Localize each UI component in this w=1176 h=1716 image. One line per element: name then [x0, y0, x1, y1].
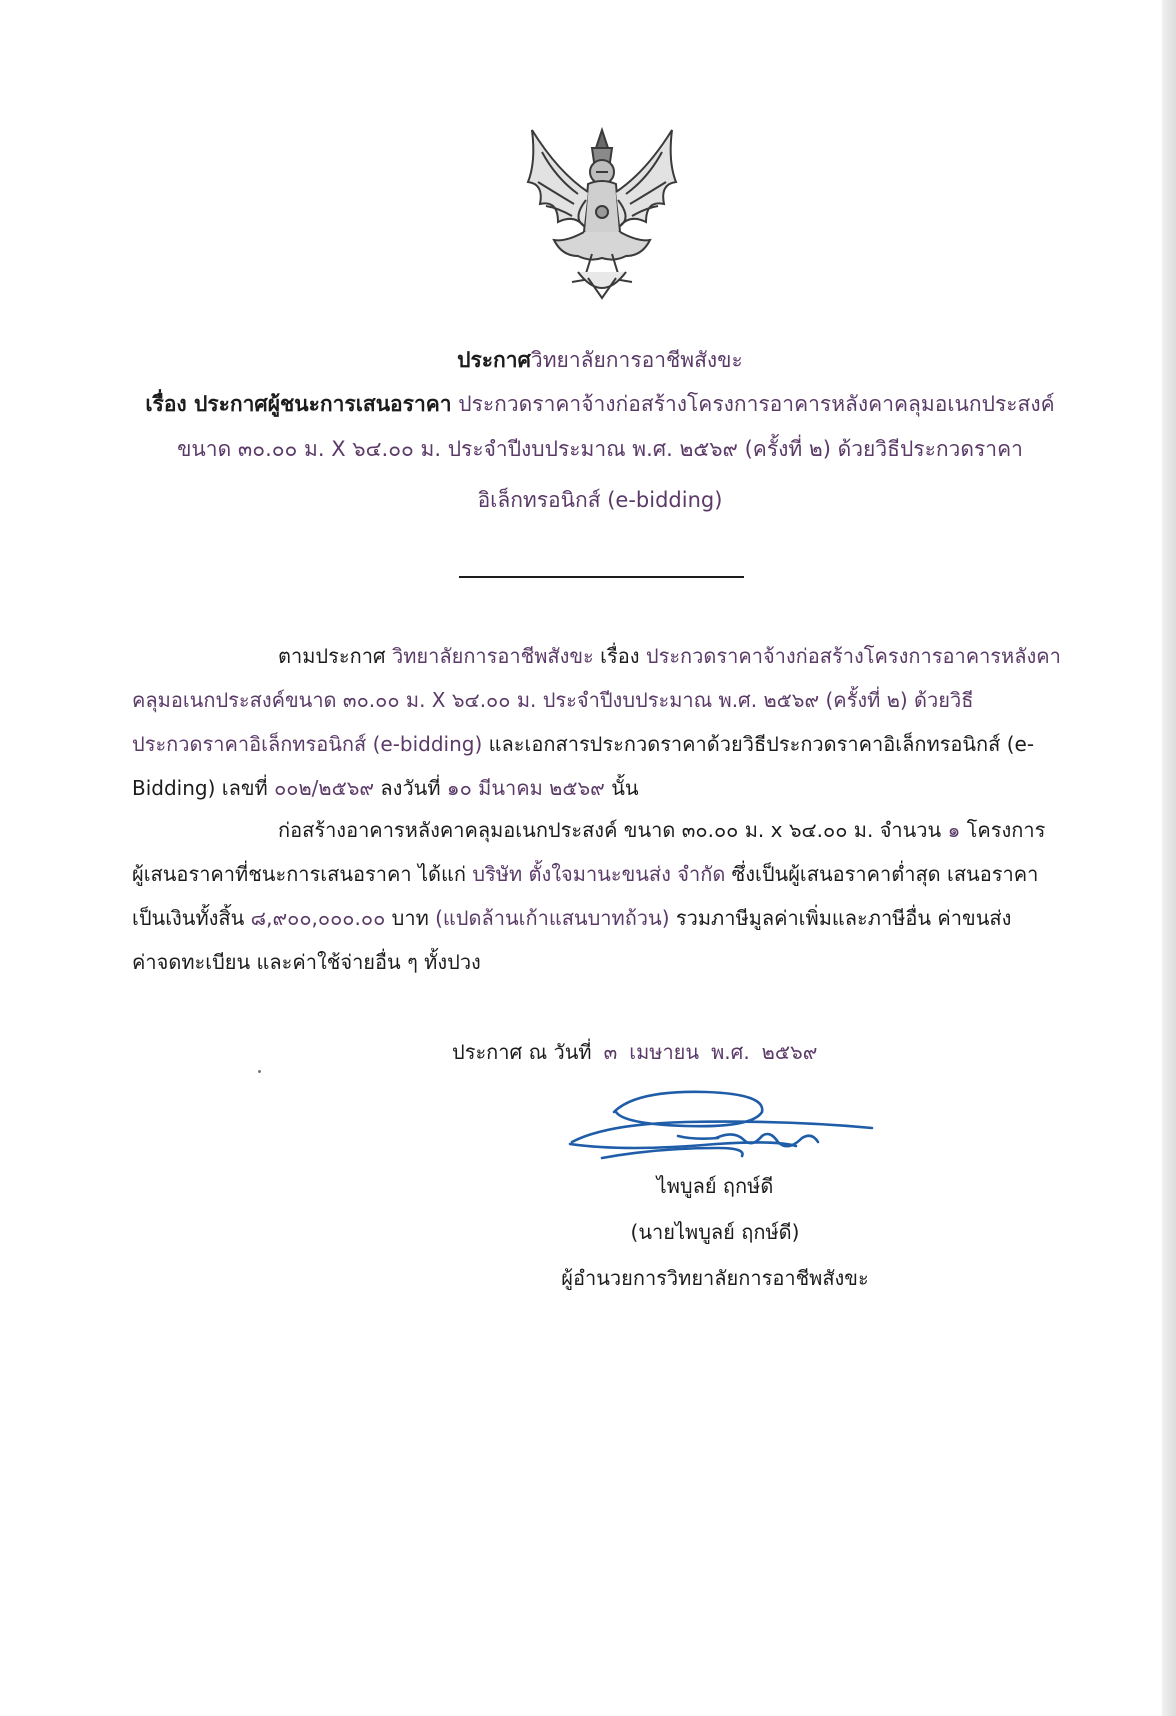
signatory-name: ไพบูลย์ ฤกษ์ดี: [656, 1174, 774, 1198]
body-text: โครงการ: [966, 818, 1046, 842]
body-text: ผู้เสนอราคาที่ชนะการเสนอราคา ได้แก่: [132, 862, 466, 886]
body-line-7: [132, 896, 1072, 940]
heading-project-name: ประกวดราคาจ้างก่อสร้างโครงการอาคารหลังคาคลุมอเนกประสงค์: [458, 392, 1055, 416]
heading-announcement-prefix: ประกาศ: [457, 348, 531, 372]
heading-subject-label: เรื่อง ประกาศผู้ชนะการเสนอราคา: [145, 392, 452, 416]
heading-organization: วิทยาลัยการอาชีพสังขะ: [530, 348, 743, 372]
body-line-8: ค่าจดทะเบียน และค่าใช้จ่ายอื่น ๆ ทั้งปวง: [132, 950, 481, 974]
body-text: และเอกสารประกวดราคาด้วยวิธีประกวดราคาอิเล็กทรอนิกส์ (e-: [488, 732, 1035, 756]
body-text: ซึ่งเป็นผู้เสนอราคาต่ำสุด เสนอราคา: [731, 862, 1039, 886]
handwritten-signature: [566, 1082, 876, 1164]
body-line-5: [278, 808, 1176, 852]
bid-amount-words: (แปดล้านเก้าแสนบาทถ้วน): [435, 906, 670, 930]
document-number: ๐๐๒/๒๕๖๙: [274, 776, 375, 800]
date-era: พ.ศ.: [711, 1040, 750, 1064]
heading-project-detail: ขนาด ๓๐.๐๐ ม. X ๖๔.๐๐ ม. ประจำปีงบประมาณ พ.ศ. ๒๕๖๙ (ครั้งที่ ๒) ด้วยวิธีประกวดราคา: [177, 437, 1023, 461]
body-text: เป็นเงินทั้งสิ้น: [132, 906, 245, 930]
heading-method: อิเล็กทรอนิกส์ (e-bidding): [477, 488, 723, 512]
signatory-full-name: (นายไพบูลย์ ฤกษ์ดี): [630, 1220, 800, 1244]
date-year: ๒๕๖๙: [761, 1040, 818, 1064]
body-text: เรื่อง: [600, 644, 640, 668]
winning-company: บริษัท ตั้งใจมานะขนส่ง จำกัด: [472, 862, 726, 886]
date-day: ๓: [603, 1040, 618, 1064]
body-text: ลงวันที่: [380, 776, 441, 800]
body-project: ประกวดราคาจ้างก่อสร้างโครงการอาคารหลังคา: [645, 644, 1061, 668]
body-method: ประกวดราคาอิเล็กทรอนิกส์ (e-bidding): [132, 732, 483, 756]
body-text: Bidding) เลขที่: [132, 776, 268, 800]
paper-speck: [258, 1070, 261, 1073]
body-organization: วิทยาลัยการอาชีพสังขะ: [391, 644, 594, 668]
document-date: ๑๐ มีนาคม ๒๕๖๙: [446, 776, 605, 800]
garuda-emblem-icon: [518, 122, 686, 304]
body-text: ตามประกาศ: [278, 644, 386, 668]
date-label: ประกาศ ณ วันที่: [452, 1040, 592, 1064]
body-text: รวมภาษีมูลค่าเพิ่มและภาษีอื่น ค่าขนส่ง: [675, 906, 1012, 930]
announcement-date: [452, 1032, 817, 1072]
heading-divider: [459, 576, 744, 578]
page-edge-shadow: [1162, 0, 1176, 1716]
date-month: เมษายน: [629, 1040, 700, 1064]
heading-title: [130, 338, 1070, 382]
body-text: ก่อสร้างอาคารหลังคาคลุมอเนกประสงค์ ขนาด ๓๐.๐๐ ม. x ๖๔.๐๐ ม. จำนวน: [278, 818, 942, 842]
bid-amount: ๘,๙๐๐,๐๐๐.๐๐: [250, 906, 386, 930]
body-line-4: [132, 766, 1072, 810]
signatory-position: ผู้อำนวยการวิทยาลัยการอาชีพสังขะ: [561, 1266, 869, 1290]
body-line-2: คลุมอเนกประสงค์ขนาด ๓๐.๐๐ ม. X ๖๔.๐๐ ม. ประจำปีงบประมาณ พ.ศ. ๒๕๖๙ (ครั้งที่ ๒) ด้วยวิธี: [132, 688, 974, 712]
body-text: นั้น: [611, 776, 639, 800]
body-line-6: [132, 852, 1072, 896]
body-text: บาท: [391, 906, 429, 930]
body-line-1: [278, 634, 1176, 678]
project-count: ๑: [947, 818, 961, 842]
heading-subject: [130, 382, 1070, 426]
body-line-3: [132, 722, 1072, 766]
